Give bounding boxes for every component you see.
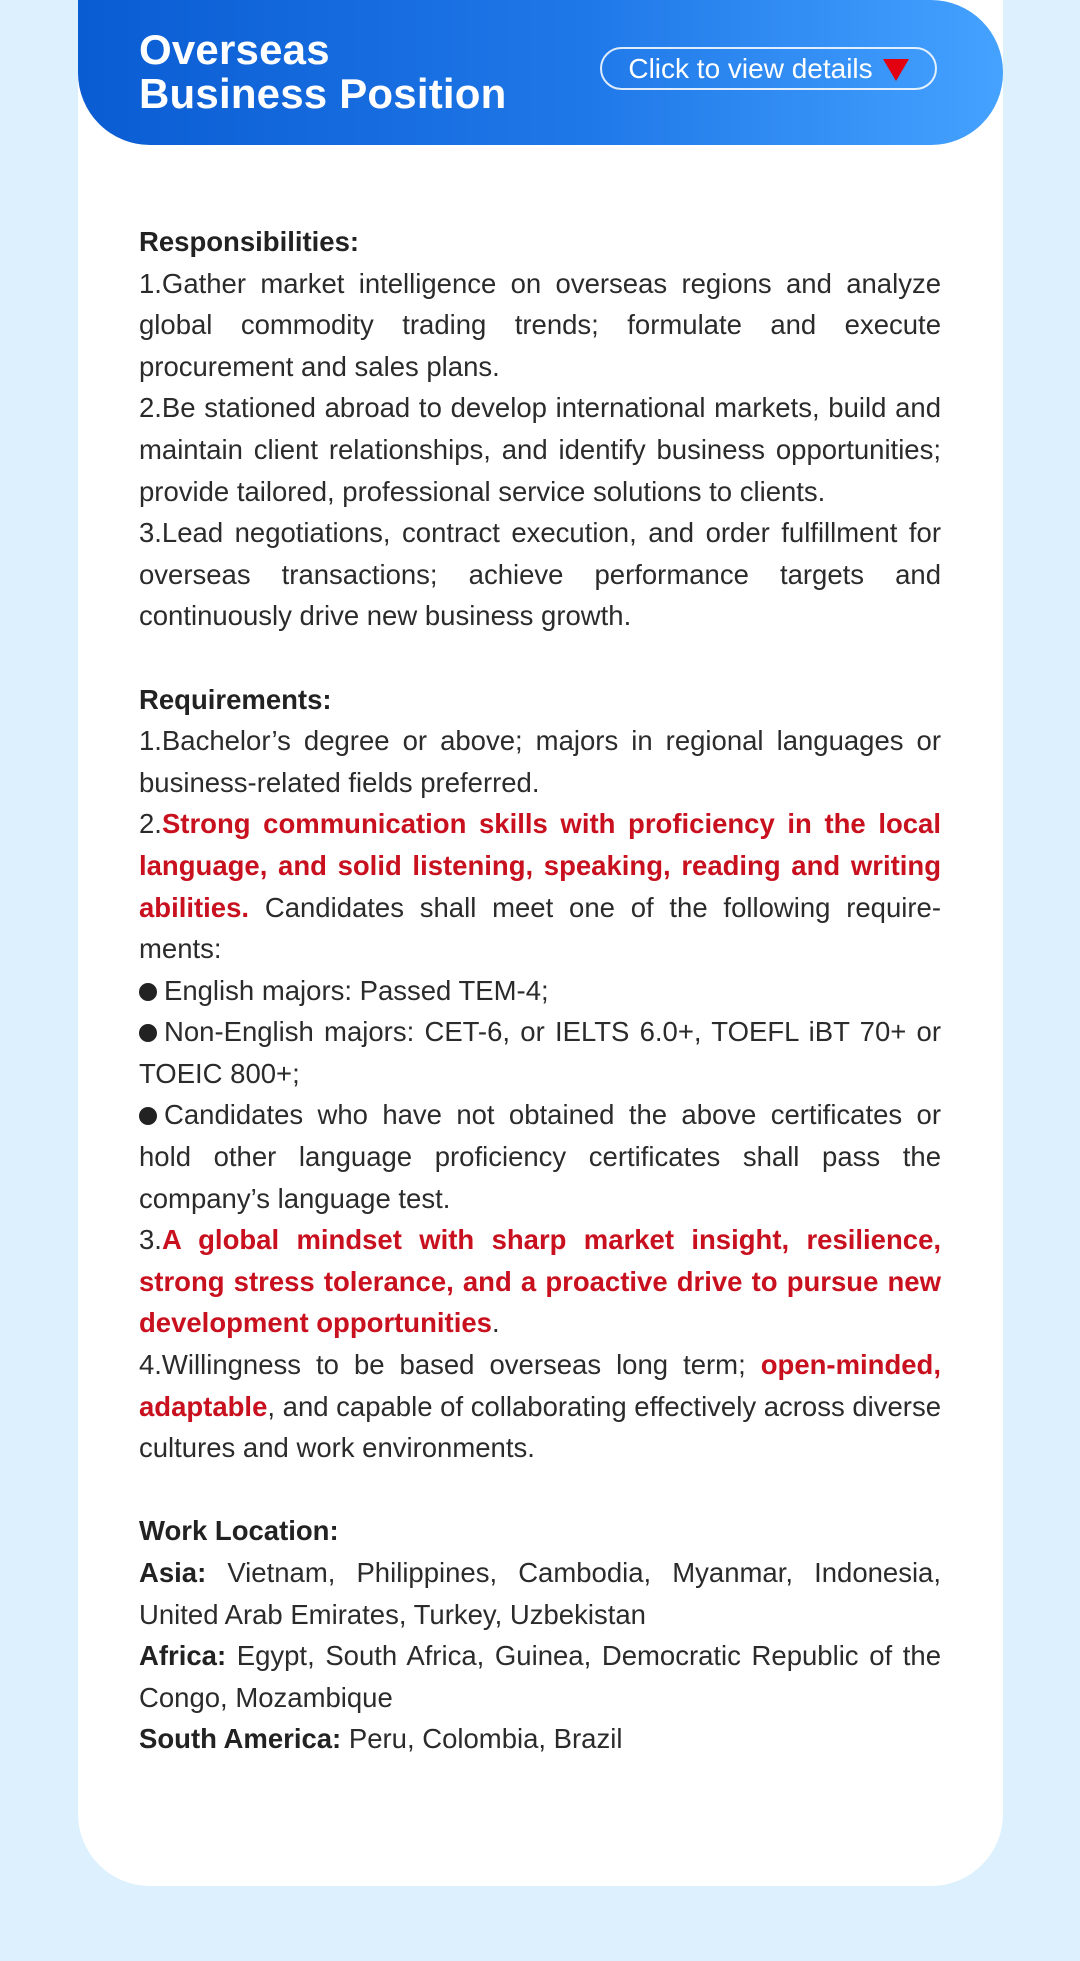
responsibility-item-3: 3.Lead negotiations, contract execution, and order fulfillment for overseas transactions; achieve performance targets and continuously drive new business growth. — [139, 517, 941, 632]
requirement-item-4-prefix: 4.Willingness to be based overseas long term; — [139, 1349, 761, 1381]
requirement-item-4 — [139, 1344, 941, 1469]
requirement-bullet-text-1: English majors: Passed TEM-4; — [164, 974, 549, 1006]
section-spacer — [139, 1469, 941, 1511]
region-countries-south-america: Peru, Colombia, Brazil — [341, 1723, 623, 1755]
requirement-item-3-prefix: 3. — [139, 1224, 162, 1256]
requirement-item-3 — [139, 1219, 941, 1344]
requirement-item-3-highlight: A global mindset with sharp market insight, resilience, strong stress tolerance, and a proactive drive to pursue new development opportunities — [139, 1224, 941, 1339]
region-countries-africa: Egypt, South Africa, Guinea, Democratic Republic of the Congo, Mozambique — [139, 1640, 941, 1713]
region-label-asia: Asia: — [139, 1557, 207, 1588]
location-asia — [139, 1552, 941, 1635]
region-countries-asia: Vietnam, Philippines, Cambodia, Myanmar, Indonesia, United Arab Emirates, Turkey, Uzbekistan — [139, 1557, 941, 1630]
responsibility-item-1: 1.Gather market intelligence on overseas regions and analyze global commodity trading trends; formulate and execute procurement and sales plans. — [139, 267, 941, 382]
region-label-south-america: South America: — [139, 1723, 342, 1755]
requirement-item-2-rest: Candidates shall meet one of the following require-ments: — [139, 891, 941, 965]
requirement-item-3-suffix: . — [491, 1307, 500, 1339]
requirement-bullet-text-2: Non-English majors: CET-6, or IELTS 6.0+, TOEFL iBT 70+ or TOEIC 800+; — [139, 1016, 941, 1089]
bullet-dot-icon — [139, 983, 157, 1001]
bullet-dot-icon — [139, 1107, 157, 1125]
requirement-item-2 — [139, 803, 941, 969]
job-header — [78, 0, 1003, 145]
job-title-line2: Business Position — [139, 70, 507, 117]
requirement-bullet-2 — [139, 1011, 941, 1094]
requirement-bullet-1 — [139, 970, 941, 1012]
requirement-item-4-rest: , and capable of collaborating effectively across diverse cultures and work environments. — [139, 1390, 942, 1464]
requirement-item-4-highlight: open-minded, adaptable — [139, 1349, 941, 1422]
requirement-item-1: 1.Bachelor’s degree or above; majors in regional languages or business-related fields preferred. — [139, 725, 941, 798]
responsibilities-heading: Responsibilities: — [139, 226, 360, 257]
section-spacer — [139, 637, 941, 679]
requirement-item-2-highlight: Strong communication skills with proficiency in the local language, and solid listening, speaking, reading and writing abilities. — [139, 808, 941, 923]
bullet-dot-icon — [139, 1024, 157, 1042]
job-description — [139, 221, 941, 1760]
responsibility-item-2: 2.Be stationed abroad to develop international markets, build and maintain client relationships, and identify business opportunities; provide tailored, professional service solutions to clients. — [139, 392, 941, 507]
job-title — [139, 28, 506, 116]
region-label-africa: Africa: — [139, 1640, 227, 1672]
caret-down-icon — [883, 59, 909, 81]
requirement-bullet-text-3: Candidates who have not obtained the above certificates or hold other language proficiency certificates shall pass the company’s language test. — [139, 1099, 941, 1214]
requirement-bullet-3 — [139, 1094, 941, 1219]
view-details-button[interactable] — [600, 47, 937, 90]
view-details-label: Click to view details — [628, 52, 873, 84]
requirement-item-2-prefix: 2. — [139, 808, 162, 840]
location-south-america — [139, 1718, 941, 1760]
work-location-heading: Work Location: — [139, 1515, 339, 1547]
requirements-heading: Requirements: — [139, 683, 332, 715]
job-title-line1: Overseas — [139, 26, 330, 73]
location-africa — [139, 1635, 941, 1718]
